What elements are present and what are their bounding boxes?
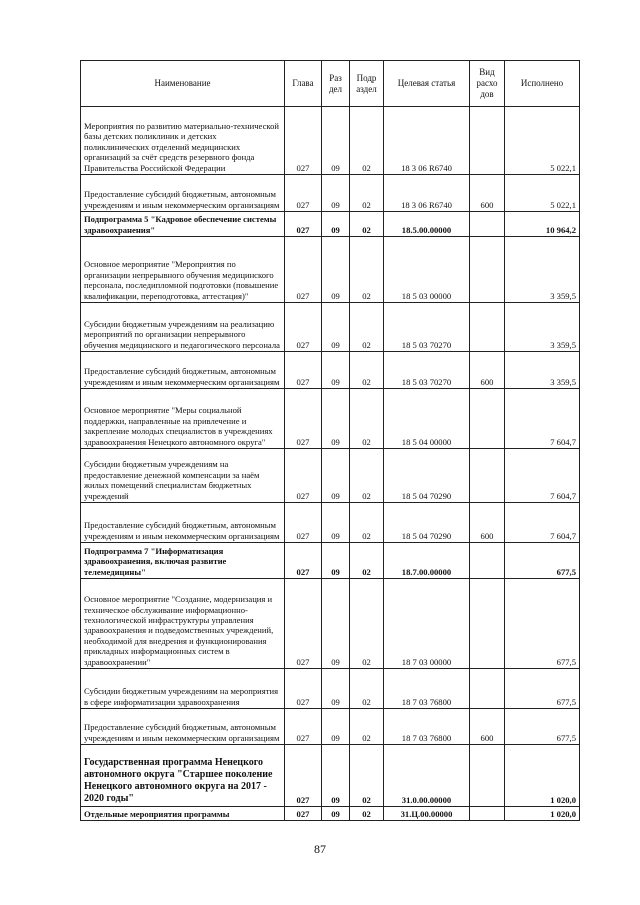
row-chapter: 027 xyxy=(285,212,322,237)
row-executed: 5 022,1 xyxy=(505,107,580,175)
row-exptype xyxy=(470,303,505,352)
header-executed: Исполнено xyxy=(505,61,580,107)
row-name: Субсидии бюджетным учреждениям на предоставление денежной компенсации за наём жилых помещений специалистам бюджетных учреждений xyxy=(81,449,285,503)
row-target: 18 3 06 R6740 xyxy=(384,175,470,212)
row-section: 09 xyxy=(322,303,350,352)
row-executed: 3 359,5 xyxy=(505,237,580,303)
row-executed: 5 022,1 xyxy=(505,175,580,212)
row-chapter: 027 xyxy=(285,107,322,175)
row-name: Субсидии бюджетным учреждениям на мероприятия в сфере информатизации здравоохранения xyxy=(81,669,285,709)
row-target: 18 5 04 70290 xyxy=(384,503,470,543)
row-chapter: 027 xyxy=(285,503,322,543)
row-section: 09 xyxy=(322,449,350,503)
table-row xyxy=(81,579,580,669)
row-target: 18 5 04 00000 xyxy=(384,389,470,449)
row-subsection: 02 xyxy=(350,175,384,212)
row-executed: 1 020,0 xyxy=(505,807,580,821)
row-name: Государственная программа Ненецкого автономного округа "Старшее поколение Ненецкого автономного округа на 2017 - 2020 годы" xyxy=(81,745,285,807)
row-subsection: 02 xyxy=(350,669,384,709)
row-subsection: 02 xyxy=(350,352,384,389)
row-subsection: 02 xyxy=(350,745,384,807)
row-chapter: 027 xyxy=(285,745,322,807)
row-executed: 677,5 xyxy=(505,543,580,579)
row-subsection: 02 xyxy=(350,503,384,543)
row-section: 09 xyxy=(322,107,350,175)
header-name: Наименование xyxy=(81,61,285,107)
row-section: 09 xyxy=(322,579,350,669)
row-exptype xyxy=(470,107,505,175)
row-name: Предоставление субсидий бюджетным, автономным учреждениям и иным некоммерческим организациям xyxy=(81,175,285,212)
row-exptype xyxy=(470,237,505,303)
row-name: Основное мероприятие "Меры социальной поддержки, направленные на привлечение и закрепление молодых специалистов в учреждениях здравоохранения Ненецкого автономного округа" xyxy=(81,389,285,449)
row-chapter: 027 xyxy=(285,709,322,745)
row-exptype: 600 xyxy=(470,709,505,745)
row-section: 09 xyxy=(322,543,350,579)
row-subsection: 02 xyxy=(350,543,384,579)
row-exptype xyxy=(470,579,505,669)
row-chapter: 027 xyxy=(285,175,322,212)
table-row xyxy=(81,237,580,303)
row-chapter: 027 xyxy=(285,237,322,303)
row-subsection: 02 xyxy=(350,237,384,303)
row-subsection: 02 xyxy=(350,303,384,352)
row-executed: 677,5 xyxy=(505,709,580,745)
table-row xyxy=(81,352,580,389)
row-section: 09 xyxy=(322,352,350,389)
row-name: Предоставление субсидий бюджетным, автономным учреждениям и иным некоммерческим организациям xyxy=(81,709,285,745)
row-target: 18 5 03 70270 xyxy=(384,352,470,389)
row-exptype: 600 xyxy=(470,175,505,212)
row-chapter: 027 xyxy=(285,579,322,669)
table-row xyxy=(81,107,580,175)
row-executed: 10 964,2 xyxy=(505,212,580,237)
header-chapter: Глава xyxy=(285,61,322,107)
table-header-row xyxy=(81,61,580,107)
row-name: Субсидии бюджетным учреждениям на реализацию мероприятий по организации непрерывного обучения медицинского и педагогического персонала xyxy=(81,303,285,352)
table-row xyxy=(81,669,580,709)
table-row xyxy=(81,212,580,237)
row-exptype xyxy=(470,745,505,807)
row-target: 31.0.00.00000 xyxy=(384,745,470,807)
row-section: 09 xyxy=(322,212,350,237)
row-name: Основное мероприятие "Мероприятия по организации непрерывного обучения медицинского персонала, последипломной подготовки (повышение квалификации, переподготовка, аттестация)" xyxy=(81,237,285,303)
row-subsection: 02 xyxy=(350,579,384,669)
row-subsection: 02 xyxy=(350,449,384,503)
row-name: Предоставление субсидий бюджетным, автономным учреждениям и иным некоммерческим организациям xyxy=(81,352,285,389)
header-exptype: Вид расхо дов xyxy=(470,61,505,107)
row-chapter: 027 xyxy=(285,807,322,821)
row-exptype xyxy=(470,212,505,237)
table-row xyxy=(81,543,580,579)
row-subsection: 02 xyxy=(350,709,384,745)
header-subsection: Подр аздел xyxy=(350,61,384,107)
table-row xyxy=(81,449,580,503)
row-exptype xyxy=(470,389,505,449)
row-chapter: 027 xyxy=(285,669,322,709)
row-exptype xyxy=(470,669,505,709)
row-target: 18 7 03 76800 xyxy=(384,709,470,745)
row-section: 09 xyxy=(322,389,350,449)
row-exptype: 600 xyxy=(470,503,505,543)
row-subsection: 02 xyxy=(350,107,384,175)
row-executed: 3 359,5 xyxy=(505,303,580,352)
row-section: 09 xyxy=(322,807,350,821)
row-exptype xyxy=(470,543,505,579)
row-exptype: 600 xyxy=(470,352,505,389)
row-name: Основное мероприятие "Создание, модернизация и техническое обслуживание информационно-технологической инфраструктуры управления здравоохранения и подведомственных учреждений, необходимой для внедрения и функционирования прикладных информационных систем в здравоохранении" xyxy=(81,579,285,669)
row-section: 09 xyxy=(322,175,350,212)
row-executed: 677,5 xyxy=(505,669,580,709)
row-section: 09 xyxy=(322,237,350,303)
row-subsection: 02 xyxy=(350,389,384,449)
table-row xyxy=(81,389,580,449)
table-row xyxy=(81,175,580,212)
row-chapter: 027 xyxy=(285,543,322,579)
row-section: 09 xyxy=(322,745,350,807)
row-name: Предоставление субсидий бюджетным, автономным учреждениям и иным некоммерческим организациям xyxy=(81,503,285,543)
row-exptype xyxy=(470,807,505,821)
row-target: 18.7.00.00000 xyxy=(384,543,470,579)
row-executed: 677,5 xyxy=(505,579,580,669)
row-target: 18.5.00.00000 xyxy=(384,212,470,237)
row-chapter: 027 xyxy=(285,352,322,389)
row-target: 31.Ц.00.00000 xyxy=(384,807,470,821)
row-subsection: 02 xyxy=(350,212,384,237)
row-target: 18 7 03 76800 xyxy=(384,669,470,709)
row-name: Отдельные мероприятия программы xyxy=(81,807,285,821)
row-executed: 1 020,0 xyxy=(505,745,580,807)
row-target: 18 5 03 70270 xyxy=(384,303,470,352)
row-chapter: 027 xyxy=(285,389,322,449)
budget-table xyxy=(80,60,580,821)
table-row xyxy=(81,303,580,352)
row-name: Мероприятия по развитию материально-технической базы детских поликлиник и детских поликлинических отделений медицинских организаций за счёт средств резервного фонда Правительства Российской Федерации xyxy=(81,107,285,175)
row-target: 18 5 03 00000 xyxy=(384,237,470,303)
table-row xyxy=(81,709,580,745)
row-section: 09 xyxy=(322,503,350,543)
row-target: 18 7 03 00000 xyxy=(384,579,470,669)
row-name: Подпрограмма 7 "Информатизация здравоохранения, включая развитие телемедицины" xyxy=(81,543,285,579)
table-row xyxy=(81,807,580,821)
row-subsection: 02 xyxy=(350,807,384,821)
row-target: 18 3 06 R6740 xyxy=(384,107,470,175)
page-number: 87 xyxy=(314,842,326,856)
row-executed: 3 359,5 xyxy=(505,352,580,389)
row-chapter: 027 xyxy=(285,449,322,503)
row-executed: 7 604,7 xyxy=(505,389,580,449)
row-chapter: 027 xyxy=(285,303,322,352)
row-exptype xyxy=(470,449,505,503)
table-row xyxy=(81,745,580,807)
row-executed: 7 604,7 xyxy=(505,503,580,543)
header-section: Раз дел xyxy=(322,61,350,107)
row-section: 09 xyxy=(322,709,350,745)
row-section: 09 xyxy=(322,669,350,709)
row-target: 18 5 04 70290 xyxy=(384,449,470,503)
row-name: Подпрограмма 5 "Кадровое обеспечение системы здравоохранения" xyxy=(81,212,285,237)
row-executed: 7 604,7 xyxy=(505,449,580,503)
table-row xyxy=(81,503,580,543)
header-target: Целевая статья xyxy=(384,61,470,107)
